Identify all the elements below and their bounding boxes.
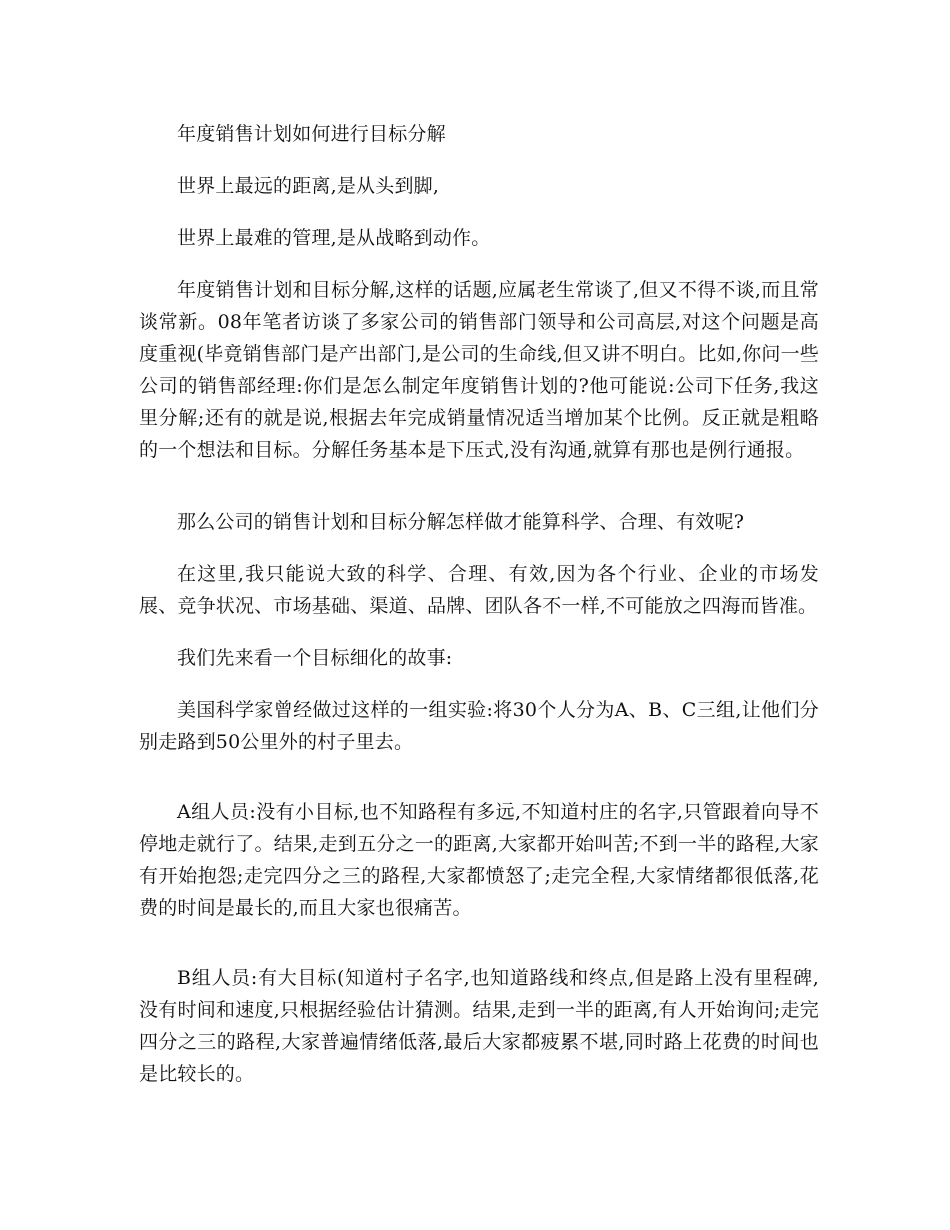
paragraph: 世界上最远的距离,是从头到脚, xyxy=(177,175,440,197)
paragraph: 在这里,我只能说大致的科学、合理、有效,因为各个行业、企业的市场发展、竞争状况、市场基础、渠道、品牌、团队各不一样,不可能放之四海而皆准。 xyxy=(139,563,819,617)
paragraph: 我们先来看一个目标细化的故事: xyxy=(177,647,453,669)
paragraph: 年度销售计划和目标分解,这样的话题,应属老生常谈了,但又不得不谈,而且常谈常新。08年笔者访谈了多家公司的销售部门领导和公司高层,对这个问题是高度重视(毕竟销售部门是产出部门,是公司的生命线,但又讲不明白。比如,你问一些公司的销售部经理:你们是怎么制定年度销售计划的?他可能说:公司下任务,我这里分解;还有的就是说,根据去年完成销量情况适当增加某个比例。反正就是粗略的一个想法和目标。分解任务基本是下压式,没有沟通,就算有那也是例行通报。 xyxy=(139,279,819,461)
paragraph: 美国科学家曾经做过这样的一组实验:将30个人分为A、B、C三组,让他们分别走路到50公里外的村子里去。 xyxy=(139,699,819,753)
paragraph: B组人员:有大目标(知道村子名字,也知道路线和终点,但是路上没有里程碑,没有时间和速度,只根据经验估计猜测。结果,走到一半的距离,有人开始询问;走完四分之三的路程,大家普遍情绪低落,最后大家都疲累不堪,同时路上花费的时间也是比较长的。 xyxy=(139,967,819,1085)
document-title: 年度销售计划如何进行目标分解 xyxy=(177,123,446,145)
paragraph: A组人员:没有小目标,也不知路程有多远,不知道村庄的名字,只管跟着向导不停地走就行了。结果,走到五分之一的距离,大家都开始叫苦;不到一半的路程,大家有开始抱怨;走完四分之三的路程,大家都愤怒了;走完全程,大家情绪都很低落,花费的时间是最长的,而且大家也很痛苦。 xyxy=(139,801,819,919)
paragraph: 那么公司的销售计划和目标分解怎样做才能算科学、合理、有效呢? xyxy=(177,511,745,533)
paragraph: 世界上最难的管理,是从战略到动作。 xyxy=(177,227,491,249)
